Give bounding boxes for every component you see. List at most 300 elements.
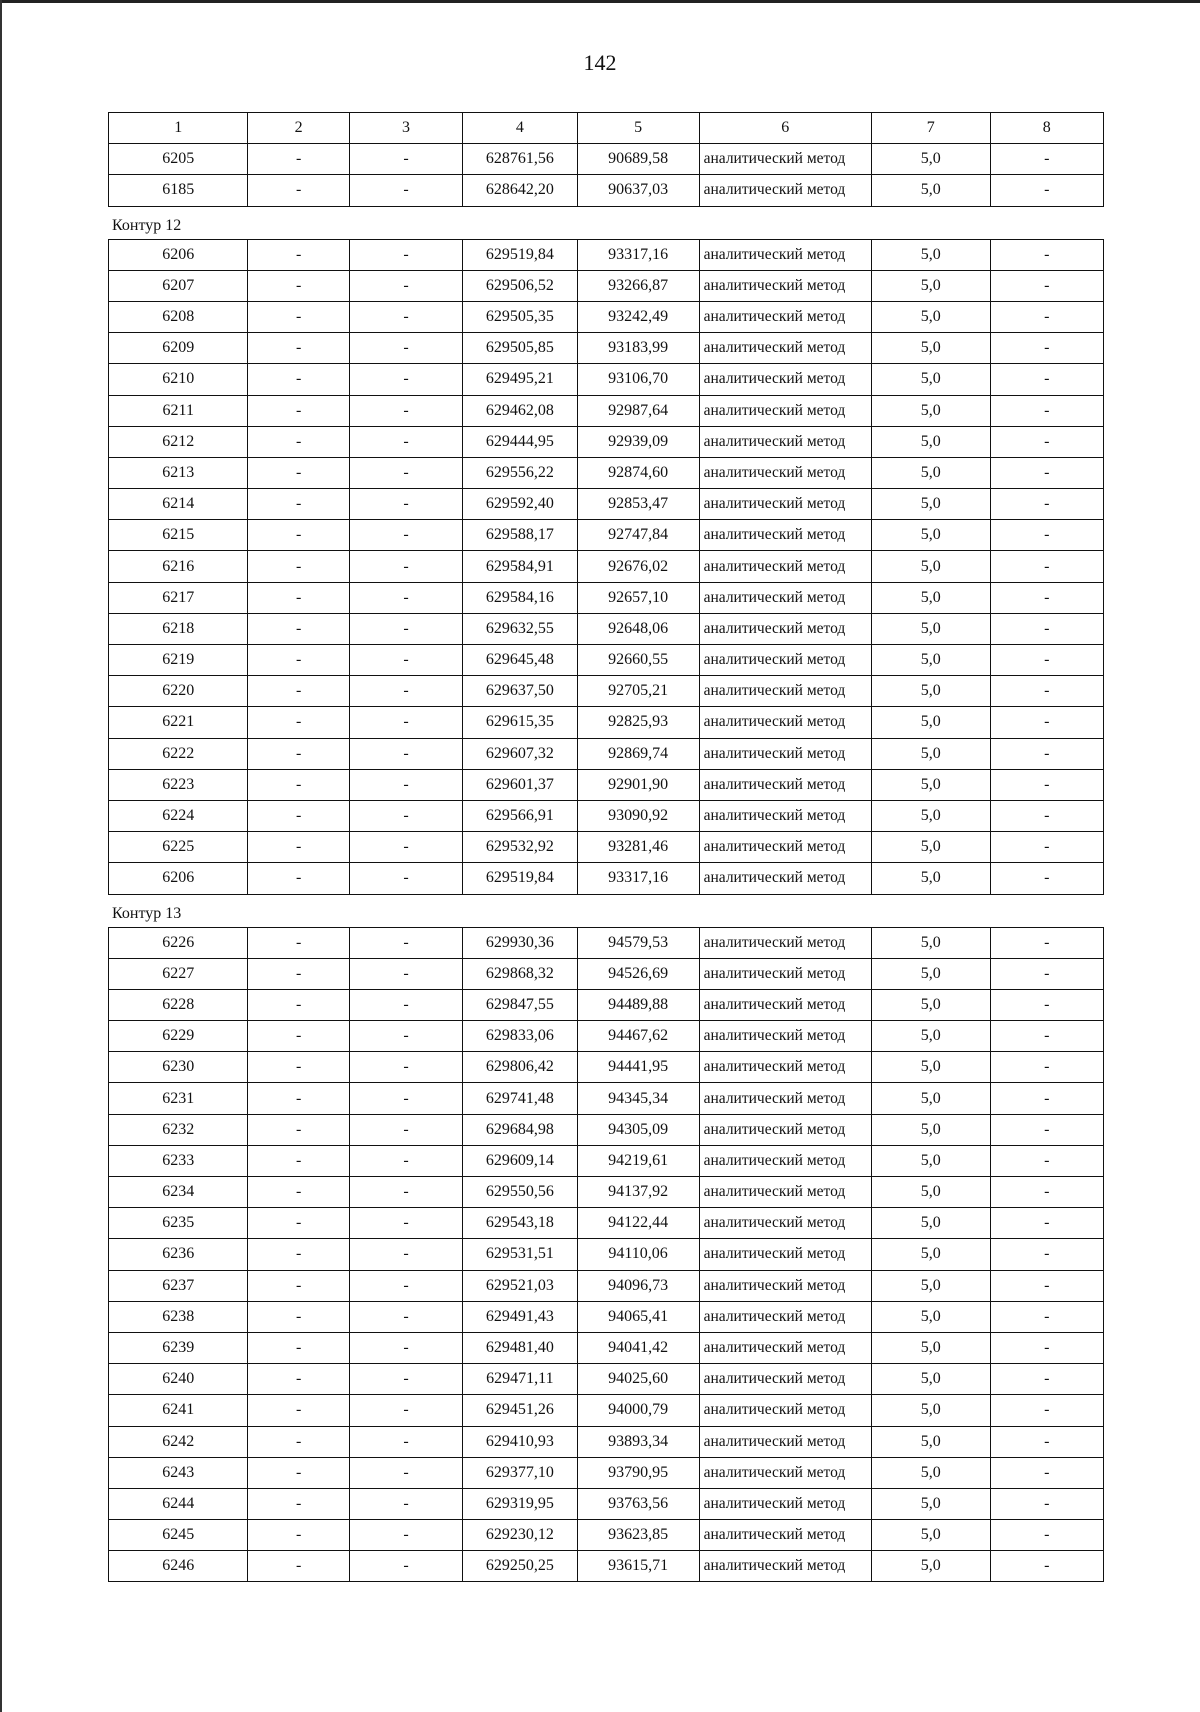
page-number: 142 — [583, 50, 617, 75]
cell-col-2: - — [248, 1520, 349, 1551]
table-row — [109, 927, 1104, 958]
cell-accuracy: 5,0 — [871, 958, 990, 989]
cell-col-8: - — [990, 1301, 1103, 1332]
cell-point-number: 6219 — [109, 645, 248, 676]
cell-method: аналитический метод — [699, 270, 871, 301]
cell-col-3: - — [349, 333, 462, 364]
cell-point-number: 6223 — [109, 769, 248, 800]
cell-point-number: 6185 — [109, 175, 248, 206]
cell-point-number: 6207 — [109, 270, 248, 301]
cell-point-number: 6235 — [109, 1208, 248, 1239]
table-row — [109, 1551, 1104, 1582]
table-row — [109, 1177, 1104, 1208]
cell-coord-y: 90637,03 — [577, 175, 699, 206]
cell-point-number: 6206 — [109, 239, 248, 270]
cell-accuracy: 5,0 — [871, 144, 990, 175]
cell-accuracy: 5,0 — [871, 1208, 990, 1239]
cell-method: аналитический метод — [699, 1021, 871, 1052]
cell-point-number: 6221 — [109, 707, 248, 738]
cell-col-8: - — [990, 613, 1103, 644]
cell-col-2: - — [248, 1395, 349, 1426]
cell-col-2: - — [248, 1488, 349, 1519]
table-row — [109, 1488, 1104, 1519]
cell-coord-x: 629519,84 — [463, 239, 577, 270]
cell-accuracy: 5,0 — [871, 489, 990, 520]
cell-col-2: - — [248, 582, 349, 613]
table-row — [109, 551, 1104, 582]
cell-col-2: - — [248, 239, 349, 270]
cell-col-3: - — [349, 364, 462, 395]
cell-point-number: 6240 — [109, 1364, 248, 1395]
cell-coord-x: 629491,43 — [463, 1301, 577, 1332]
table-row — [109, 175, 1104, 206]
cell-col-2: - — [248, 1177, 349, 1208]
coordinates-table-1 — [108, 112, 1104, 207]
cell-col-8: - — [990, 1395, 1103, 1426]
table-row — [109, 832, 1104, 863]
cell-col-2: - — [248, 676, 349, 707]
cell-accuracy: 5,0 — [871, 1145, 990, 1176]
cell-coord-y: 94122,44 — [577, 1208, 699, 1239]
cell-coord-y: 93183,99 — [577, 333, 699, 364]
cell-coord-x: 629462,08 — [463, 395, 577, 426]
cell-col-3: - — [349, 551, 462, 582]
table-row — [109, 738, 1104, 769]
page-edge-top — [0, 0, 1200, 3]
cell-point-number: 6239 — [109, 1332, 248, 1363]
cell-accuracy: 5,0 — [871, 175, 990, 206]
cell-coord-y: 93317,16 — [577, 863, 699, 894]
cell-col-8: - — [990, 1021, 1103, 1052]
cell-col-8: - — [990, 863, 1103, 894]
cell-coord-x: 629521,03 — [463, 1270, 577, 1301]
cell-method: аналитический метод — [699, 1551, 871, 1582]
cell-method: аналитический метод — [699, 239, 871, 270]
cell-col-3: - — [349, 1488, 462, 1519]
cell-col-2: - — [248, 333, 349, 364]
table-row — [109, 1052, 1104, 1083]
cell-method: аналитический метод — [699, 1177, 871, 1208]
cell-method: аналитический метод — [699, 395, 871, 426]
cell-point-number: 6218 — [109, 613, 248, 644]
cell-col-2: - — [248, 1457, 349, 1488]
cell-method: аналитический метод — [699, 863, 871, 894]
cell-col-3: - — [349, 1083, 462, 1114]
cell-point-number: 6245 — [109, 1520, 248, 1551]
column-header: 1 — [109, 113, 248, 144]
cell-method: аналитический метод — [699, 1208, 871, 1239]
cell-accuracy: 5,0 — [871, 364, 990, 395]
cell-coord-x: 629319,95 — [463, 1488, 577, 1519]
cell-col-2: - — [248, 863, 349, 894]
table-row — [109, 958, 1104, 989]
cell-coord-x: 629550,56 — [463, 1177, 577, 1208]
cell-point-number: 6216 — [109, 551, 248, 582]
cell-coord-x: 629847,55 — [463, 989, 577, 1020]
cell-col-3: - — [349, 769, 462, 800]
cell-accuracy: 5,0 — [871, 613, 990, 644]
column-header: 7 — [871, 113, 990, 144]
cell-col-2: - — [248, 395, 349, 426]
cell-coord-x: 629444,95 — [463, 426, 577, 457]
cell-coord-x: 629592,40 — [463, 489, 577, 520]
cell-point-number: 6229 — [109, 1021, 248, 1052]
cell-coord-y: 93317,16 — [577, 239, 699, 270]
cell-coord-x: 629741,48 — [463, 1083, 577, 1114]
cell-coord-y: 92825,93 — [577, 707, 699, 738]
cell-col-2: - — [248, 1332, 349, 1363]
cell-coord-y: 93893,34 — [577, 1426, 699, 1457]
cell-method: аналитический метод — [699, 457, 871, 488]
cell-col-2: - — [248, 457, 349, 488]
cell-coord-y: 93615,71 — [577, 1551, 699, 1582]
cell-col-8: - — [990, 1332, 1103, 1363]
cell-accuracy: 5,0 — [871, 1332, 990, 1363]
table-row — [109, 144, 1104, 175]
cell-method: аналитический метод — [699, 489, 871, 520]
cell-method: аналитический метод — [699, 676, 871, 707]
cell-col-8: - — [990, 1052, 1103, 1083]
cell-col-3: - — [349, 1301, 462, 1332]
cell-coord-y: 92874,60 — [577, 457, 699, 488]
table-row — [109, 1083, 1104, 1114]
cell-col-2: - — [248, 613, 349, 644]
cell-coord-y: 94489,88 — [577, 989, 699, 1020]
cell-accuracy: 5,0 — [871, 239, 990, 270]
cell-col-2: - — [248, 1021, 349, 1052]
cell-method: аналитический метод — [699, 1520, 871, 1551]
cell-point-number: 6214 — [109, 489, 248, 520]
cell-col-2: - — [248, 927, 349, 958]
cell-col-8: - — [990, 457, 1103, 488]
table-row — [109, 1208, 1104, 1239]
table-row — [109, 1426, 1104, 1457]
cell-coord-x: 629556,22 — [463, 457, 577, 488]
cell-col-8: - — [990, 1520, 1103, 1551]
cell-coord-y: 93106,70 — [577, 364, 699, 395]
cell-method: аналитический метод — [699, 520, 871, 551]
cell-col-2: - — [248, 301, 349, 332]
cell-accuracy: 5,0 — [871, 989, 990, 1020]
cell-method: аналитический метод — [699, 1364, 871, 1395]
cell-col-2: - — [248, 1426, 349, 1457]
cell-col-3: - — [349, 863, 462, 894]
cell-accuracy: 5,0 — [871, 1177, 990, 1208]
cell-col-3: - — [349, 832, 462, 863]
cell-accuracy: 5,0 — [871, 1270, 990, 1301]
cell-accuracy: 5,0 — [871, 832, 990, 863]
cell-coord-y: 94219,61 — [577, 1145, 699, 1176]
cell-method: аналитический метод — [699, 989, 871, 1020]
cell-point-number: 6231 — [109, 1083, 248, 1114]
page-edge-left — [0, 0, 2, 1712]
cell-coord-x: 629601,37 — [463, 769, 577, 800]
cell-col-8: - — [990, 551, 1103, 582]
cell-coord-y: 93266,87 — [577, 270, 699, 301]
cell-col-8: - — [990, 395, 1103, 426]
cell-col-3: - — [349, 239, 462, 270]
cell-point-number: 6212 — [109, 426, 248, 457]
cell-method: аналитический метод — [699, 1083, 871, 1114]
column-header: 4 — [463, 113, 577, 144]
cell-col-2: - — [248, 489, 349, 520]
table-row — [109, 489, 1104, 520]
cell-point-number: 6236 — [109, 1239, 248, 1270]
table-row — [109, 863, 1104, 894]
cell-coord-y: 93623,85 — [577, 1520, 699, 1551]
table-row — [109, 1145, 1104, 1176]
cell-coord-y: 94305,09 — [577, 1114, 699, 1145]
cell-accuracy: 5,0 — [871, 1021, 990, 1052]
cell-col-8: - — [990, 333, 1103, 364]
cell-col-3: - — [349, 1364, 462, 1395]
cell-col-8: - — [990, 769, 1103, 800]
cell-coord-y: 92657,10 — [577, 582, 699, 613]
cell-col-8: - — [990, 144, 1103, 175]
cell-coord-x: 629519,84 — [463, 863, 577, 894]
cell-coord-y: 92705,21 — [577, 676, 699, 707]
cell-method: аналитический метод — [699, 1457, 871, 1488]
table-row — [109, 1332, 1104, 1363]
column-header: 8 — [990, 113, 1103, 144]
table-row — [109, 1457, 1104, 1488]
cell-coord-x: 629566,91 — [463, 800, 577, 831]
cell-col-8: - — [990, 1488, 1103, 1519]
cell-coord-y: 94096,73 — [577, 1270, 699, 1301]
cell-coord-x: 629532,92 — [463, 832, 577, 863]
cell-point-number: 6206 — [109, 863, 248, 894]
cell-method: аналитический метод — [699, 645, 871, 676]
table-row — [109, 800, 1104, 831]
cell-col-8: - — [990, 958, 1103, 989]
coordinates-table-3 — [108, 927, 1104, 1583]
cell-method: аналитический метод — [699, 1395, 871, 1426]
cell-col-2: - — [248, 1364, 349, 1395]
cell-method: аналитический метод — [699, 1332, 871, 1363]
cell-accuracy: 5,0 — [871, 676, 990, 707]
cell-method: аналитический метод — [699, 582, 871, 613]
cell-method: аналитический метод — [699, 1426, 871, 1457]
cell-method: аналитический метод — [699, 301, 871, 332]
table-row — [109, 1021, 1104, 1052]
cell-point-number: 6243 — [109, 1457, 248, 1488]
cell-point-number: 6237 — [109, 1270, 248, 1301]
cell-coord-x: 629505,35 — [463, 301, 577, 332]
cell-col-8: - — [990, 989, 1103, 1020]
cell-coord-x: 629806,42 — [463, 1052, 577, 1083]
contour-label: Контур 12 — [112, 216, 182, 234]
cell-accuracy: 5,0 — [871, 457, 990, 488]
table-row — [109, 364, 1104, 395]
cell-coord-x: 629930,36 — [463, 927, 577, 958]
cell-point-number: 6225 — [109, 832, 248, 863]
cell-col-8: - — [990, 738, 1103, 769]
cell-col-2: - — [248, 1270, 349, 1301]
cell-coord-x: 629833,06 — [463, 1021, 577, 1052]
cell-col-3: - — [349, 1332, 462, 1363]
table-row — [109, 582, 1104, 613]
cell-method: аналитический метод — [699, 551, 871, 582]
cell-accuracy: 5,0 — [871, 1426, 990, 1457]
cell-col-2: - — [248, 707, 349, 738]
cell-col-8: - — [990, 1457, 1103, 1488]
cell-point-number: 6234 — [109, 1177, 248, 1208]
coordinates-table-2 — [108, 239, 1104, 895]
cell-coord-y: 94041,42 — [577, 1332, 699, 1363]
cell-col-3: - — [349, 958, 462, 989]
cell-point-number: 6232 — [109, 1114, 248, 1145]
cell-coord-x: 629495,21 — [463, 364, 577, 395]
cell-col-3: - — [349, 800, 462, 831]
table-row — [109, 769, 1104, 800]
cell-method: аналитический метод — [699, 769, 871, 800]
cell-col-3: - — [349, 582, 462, 613]
table-row — [109, 270, 1104, 301]
cell-point-number: 6224 — [109, 800, 248, 831]
cell-col-8: - — [990, 270, 1103, 301]
cell-point-number: 6205 — [109, 144, 248, 175]
cell-col-8: - — [990, 1208, 1103, 1239]
cell-col-2: - — [248, 1208, 349, 1239]
cell-accuracy: 5,0 — [871, 1395, 990, 1426]
cell-col-3: - — [349, 1021, 462, 1052]
table-row — [109, 1520, 1104, 1551]
cell-col-3: - — [349, 270, 462, 301]
cell-method: аналитический метод — [699, 1301, 871, 1332]
cell-col-3: - — [349, 1177, 462, 1208]
cell-coord-x: 629588,17 — [463, 520, 577, 551]
cell-coord-y: 94345,34 — [577, 1083, 699, 1114]
cell-col-2: - — [248, 958, 349, 989]
cell-col-3: - — [349, 1395, 462, 1426]
cell-col-8: - — [990, 582, 1103, 613]
table-row — [109, 426, 1104, 457]
table-row — [109, 333, 1104, 364]
cell-col-2: - — [248, 426, 349, 457]
cell-col-8: - — [990, 489, 1103, 520]
cell-method: аналитический метод — [699, 175, 871, 206]
cell-accuracy: 5,0 — [871, 1551, 990, 1582]
cell-col-8: - — [990, 1426, 1103, 1457]
cell-col-8: - — [990, 800, 1103, 831]
column-header: 2 — [248, 113, 349, 144]
cell-col-3: - — [349, 613, 462, 644]
cell-col-2: - — [248, 1052, 349, 1083]
table-row — [109, 1114, 1104, 1145]
cell-method: аналитический метод — [699, 832, 871, 863]
cell-coord-y: 92648,06 — [577, 613, 699, 644]
cell-col-3: - — [349, 1551, 462, 1582]
cell-col-8: - — [990, 426, 1103, 457]
cell-col-3: - — [349, 426, 462, 457]
cell-coord-x: 629637,50 — [463, 676, 577, 707]
cell-coord-y: 92939,09 — [577, 426, 699, 457]
cell-accuracy: 5,0 — [871, 520, 990, 551]
cell-coord-x: 629410,93 — [463, 1426, 577, 1457]
cell-method: аналитический метод — [699, 1145, 871, 1176]
cell-col-2: - — [248, 520, 349, 551]
cell-col-3: - — [349, 1457, 462, 1488]
cell-coord-y: 92987,64 — [577, 395, 699, 426]
table-row — [109, 395, 1104, 426]
cell-col-3: - — [349, 457, 462, 488]
coordinates-document — [108, 112, 1104, 1582]
cell-coord-y: 94137,92 — [577, 1177, 699, 1208]
cell-coord-x: 629506,52 — [463, 270, 577, 301]
cell-coord-y: 93090,92 — [577, 800, 699, 831]
cell-coord-x: 629531,51 — [463, 1239, 577, 1270]
cell-method: аналитический метод — [699, 927, 871, 958]
cell-coord-y: 94441,95 — [577, 1052, 699, 1083]
cell-col-2: - — [248, 1114, 349, 1145]
cell-coord-x: 629632,55 — [463, 613, 577, 644]
table-row — [109, 1301, 1104, 1332]
cell-point-number: 6209 — [109, 333, 248, 364]
cell-col-2: - — [248, 769, 349, 800]
cell-col-3: - — [349, 1239, 462, 1270]
cell-method: аналитический метод — [699, 613, 871, 644]
cell-accuracy: 5,0 — [871, 738, 990, 769]
cell-accuracy: 5,0 — [871, 1457, 990, 1488]
cell-method: аналитический метод — [699, 1239, 871, 1270]
cell-col-3: - — [349, 520, 462, 551]
cell-col-3: - — [349, 676, 462, 707]
cell-point-number: 6233 — [109, 1145, 248, 1176]
table-row — [109, 707, 1104, 738]
cell-point-number: 6227 — [109, 958, 248, 989]
cell-col-8: - — [990, 1177, 1103, 1208]
table-row — [109, 613, 1104, 644]
cell-method: аналитический метод — [699, 1114, 871, 1145]
table-row — [109, 1270, 1104, 1301]
cell-point-number: 6242 — [109, 1426, 248, 1457]
cell-coord-x: 628642,20 — [463, 175, 577, 206]
table-row — [109, 645, 1104, 676]
cell-point-number: 6208 — [109, 301, 248, 332]
cell-col-8: - — [990, 301, 1103, 332]
cell-col-8: - — [990, 1551, 1103, 1582]
cell-col-8: - — [990, 927, 1103, 958]
cell-col-3: - — [349, 645, 462, 676]
cell-coord-x: 629607,32 — [463, 738, 577, 769]
cell-coord-x: 629471,11 — [463, 1364, 577, 1395]
cell-col-3: - — [349, 1426, 462, 1457]
cell-coord-y: 90689,58 — [577, 144, 699, 175]
cell-method: аналитический метод — [699, 1488, 871, 1519]
cell-col-2: - — [248, 364, 349, 395]
cell-col-2: - — [248, 270, 349, 301]
cell-coord-x: 629505,85 — [463, 333, 577, 364]
cell-point-number: 6222 — [109, 738, 248, 769]
cell-coord-y: 94110,06 — [577, 1239, 699, 1270]
cell-col-2: - — [248, 1145, 349, 1176]
cell-col-8: - — [990, 175, 1103, 206]
cell-accuracy: 5,0 — [871, 333, 990, 364]
cell-col-2: - — [248, 800, 349, 831]
cell-accuracy: 5,0 — [871, 1488, 990, 1519]
cell-col-8: - — [990, 364, 1103, 395]
cell-col-8: - — [990, 676, 1103, 707]
table-row — [109, 1364, 1104, 1395]
cell-col-3: - — [349, 1052, 462, 1083]
cell-accuracy: 5,0 — [871, 769, 990, 800]
cell-coord-x: 629451,26 — [463, 1395, 577, 1426]
cell-col-3: - — [349, 144, 462, 175]
cell-coord-x: 629543,18 — [463, 1208, 577, 1239]
cell-col-3: - — [349, 927, 462, 958]
cell-accuracy: 5,0 — [871, 270, 990, 301]
cell-col-2: - — [248, 551, 349, 582]
